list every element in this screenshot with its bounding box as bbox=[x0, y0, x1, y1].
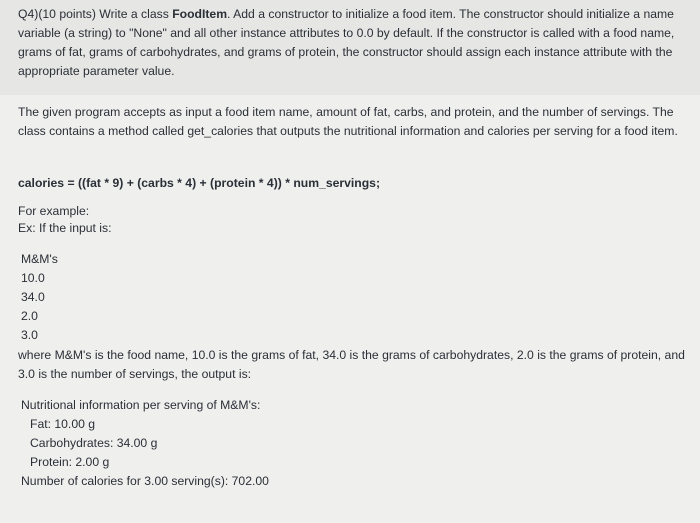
question-text: . Add a constructor to initialize a food item. The constructor should initialize a name variable (a string) to "None" and all other instance attributes to 0.0 by default. If the constructor is called with a food name, grams of fat, grams of carbohydrates, and grams of protein, the constructor should assign each instance attribute with the appropriate parameter value. bbox=[18, 7, 675, 78]
output-carbs: Carbohydrates: 34.00 g bbox=[30, 436, 158, 450]
program-description: The given program accepts as input a food item name, amount of fat, carbs, and protein, and the number of servings. The class contains a method called get_calories that outputs the nutritional information and calories per serving for a food item. bbox=[18, 105, 678, 138]
question-paragraph bbox=[18, 5, 686, 81]
input-line: 3.0 bbox=[21, 328, 38, 342]
example-input-list bbox=[21, 250, 58, 345]
example-subheading: Ex: If the input is: bbox=[18, 221, 112, 235]
example-explanation: where M&M's is the food name, 10.0 is the grams of fat, 34.0 is the grams of carbohydrates, 2.0 is the grams of protein, and 3.0 is the number of servings, the output is: bbox=[18, 348, 685, 381]
output-fat: Fat: 10.00 g bbox=[30, 417, 96, 431]
output-header: Nutritional information per serving of M&M's: bbox=[21, 398, 261, 412]
input-line: 10.0 bbox=[21, 271, 45, 285]
example-output bbox=[21, 396, 269, 491]
example-heading: For example: bbox=[18, 204, 90, 218]
question-label: Q4)(10 points) Write a class bbox=[18, 7, 173, 21]
output-protein: Protein: 2.00 g bbox=[30, 455, 110, 469]
output-calories: Number of calories for 3.00 serving(s): 702.00 bbox=[21, 474, 269, 488]
input-line: 34.0 bbox=[21, 290, 45, 304]
input-line: M&M's bbox=[21, 252, 58, 266]
class-name: FoodItem bbox=[172, 7, 228, 21]
calories-formula: calories = ((fat * 9) + (carbs * 4) + (protein * 4)) * num_servings; bbox=[18, 176, 381, 190]
input-line: 2.0 bbox=[21, 309, 38, 323]
